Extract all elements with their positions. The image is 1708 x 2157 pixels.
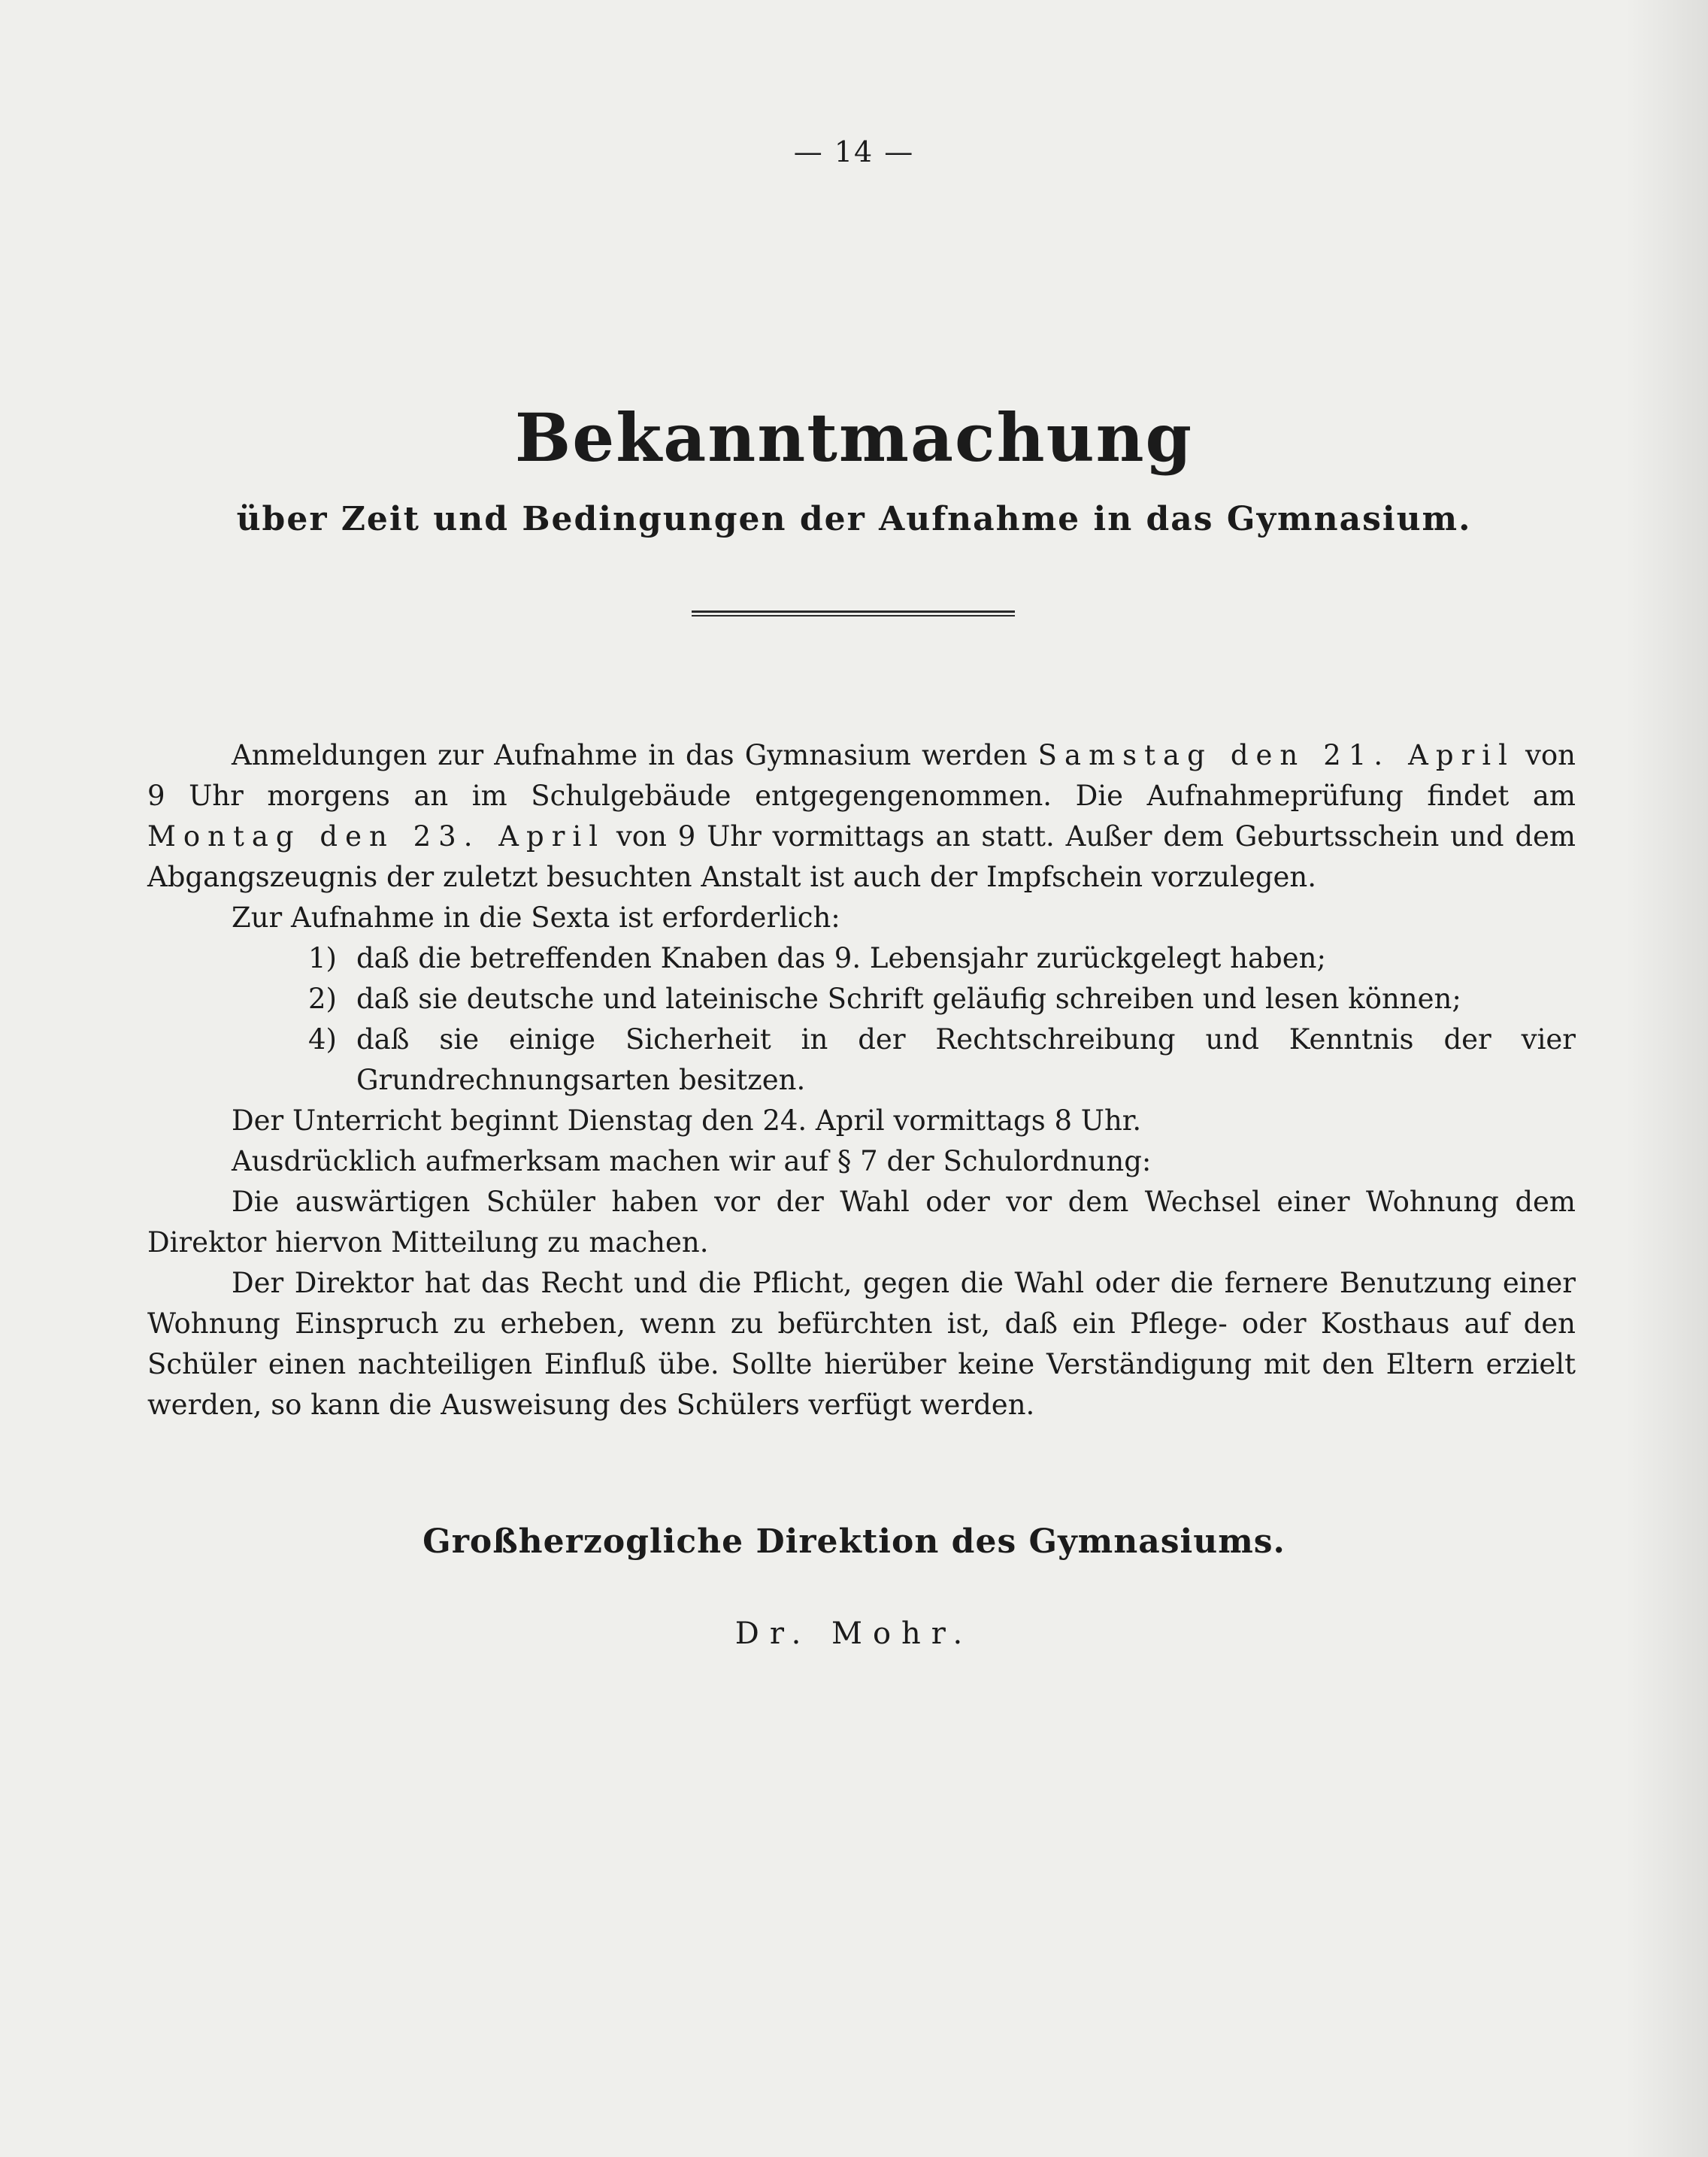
page-title: Bekanntmachung (514, 398, 1194, 477)
rule-paragraph-2: Der Direktor hat das Recht und die Pflicht, gegen die Wahl oder die fernere Benutzung einer Wohnung Einspruch zu erheben, wenn zu befürchten ist, daß ein Pflege- oder Kosthaus auf den Schüler einen nachteiligen Einfluß übe. Sollte hierüber keine Verständigung mit den Eltern erzielt werden, so kann die Ausweisung des Schülers verfügt werden. (147, 1267, 1576, 1421)
registration-text-1: Anmeldungen zur Aufnahme in das Gymnasium werden (232, 739, 1028, 771)
lesson-start-paragraph: Der Unterricht beginnt Dienstag den 24. April vormittags 8 Uhr. (232, 1104, 1142, 1137)
page-number: — 14 — (793, 135, 915, 168)
list-item-number: 4) (308, 1023, 337, 1056)
exam-date: Montag den 23. April (147, 820, 606, 853)
list-item-text: daß die betreffenden Knaben das 9. Lebensjahr zurückgelegt haben; (356, 942, 1326, 974)
list-item (147, 938, 1576, 979)
registration-date: Samstag den 21. April (1037, 739, 1515, 771)
requirements-intro: Zur Aufnahme in die Sexta ist erforderlich: (232, 901, 840, 934)
attention-paragraph: Ausdrücklich aufmerksam machen wir auf § 7 der Schulordnung: (232, 1145, 1152, 1177)
signatory-name: Dr. Mohr. (734, 1616, 974, 1651)
list-item (147, 979, 1576, 1019)
registration-paragraph (147, 735, 1576, 898)
list-item (147, 1019, 1576, 1101)
rule-paragraph-1: Die auswärtigen Schüler haben vor der Wahl oder vor dem Wechsel einer Wohnung dem Direktor hiervon Mitteilung zu machen. (147, 1186, 1576, 1259)
registration-text-2: von 9 Uhr morgens an im Schulgebäude entgegengenommen. Die Aufnahmeprüfung findet am (147, 739, 1576, 812)
page-subtitle: über Zeit und Bedingungen der Aufnahme in das Gymnasium. (236, 500, 1472, 538)
registration-text-3: von 9 Uhr vormittags an statt. Außer dem Geburtsschein und dem Abgangszeugnis der zuletzt besuchten Anstalt ist auch der Impfschein vorzulegen. (147, 820, 1576, 893)
signature-line: Großherzogliche Direktion des Gymnasiums. (422, 1522, 1286, 1561)
title-divider (692, 610, 1015, 617)
list-item-number: 2) (308, 983, 337, 1015)
list-item-text: daß sie einige Sicherheit in der Rechtschreibung und Kenntnis der vier Grundrechnungsarten besitzen. (356, 1023, 1576, 1096)
list-item-text: daß sie deutsche und lateinische Schrift geläufig schreiben und lesen können; (356, 983, 1461, 1015)
list-item-number: 1) (308, 942, 337, 974)
announcement-body (147, 735, 1576, 1425)
